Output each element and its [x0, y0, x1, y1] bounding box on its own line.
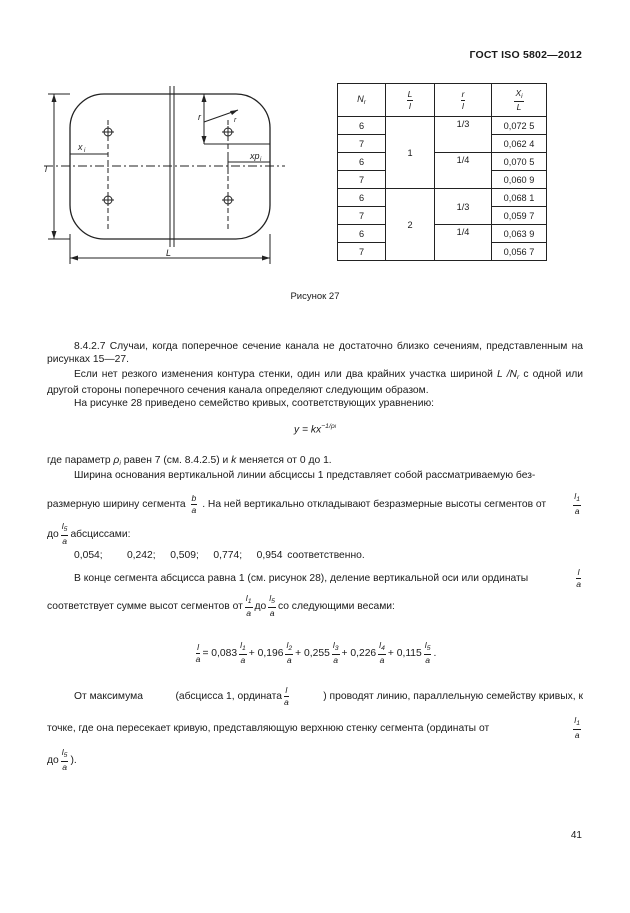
- header-r-over-l: $\frac{r}{l}$: [435, 84, 492, 117]
- abscissa-values: 0,054; 0,242; 0,509; 0,774; 0,954 соответственно.: [74, 550, 365, 561]
- paragraph-8-4-2-7: 8.4.2.7 Случаи, когда поперечное сечение канала не достаточно близко сечениям, представленным на рисунках 15—27.: [47, 341, 583, 365]
- cell-nr: 7: [338, 243, 386, 261]
- table-row: [338, 117, 547, 135]
- equation-weighted-sum: $\frac{l}{a}$ = 0,083 $l_1$ a + 0,196 $l_2$ a + 0,255 $l_3$ a + 0,226 $l_4$ a + 0,115 $l_5$ a .: [195, 640, 437, 666]
- cell-x: 0,070 5: [492, 153, 547, 171]
- cell-rl: 1/3: [435, 189, 492, 225]
- figure-caption: Рисунок 27: [290, 291, 340, 302]
- cell-x: 0,062 4: [492, 135, 547, 153]
- paragraph-range-line: до $l_5$ a абсциссами:: [47, 521, 131, 547]
- label-l: l: [45, 164, 47, 174]
- svg-text:i: i: [84, 148, 86, 154]
- table-row: [338, 189, 547, 207]
- header-L-over-l: $\frac{L}{l}$: [386, 84, 435, 117]
- equation-y: $y = kx^{-1/\rho i}$: [294, 423, 336, 436]
- header-x-over-L: $\frac{X_i}{L}$: [492, 84, 547, 117]
- cell-nr: 7: [338, 207, 386, 225]
- paragraph-width-line2: размерную ширину сегмента $\frac{b}{a}$ . На ней вертикально откладывают безразмерные высоты сегментов от $l_1$ a: [47, 491, 580, 517]
- standard-number: ГОСТ ISO 5802—2012: [469, 49, 582, 61]
- cell-lr: 1: [386, 117, 435, 189]
- cell-rl: 1/4: [435, 153, 492, 189]
- paragraph-maximum: От максимума (абсцисса 1, ордината l a ) проводят линию, параллельную семейству кривых, к: [74, 684, 583, 707]
- paragraph-wall-contour: Если нет резкого изменения контура стенки, один или два крайних участка шириной L /Nr с одной или другой стороны поперечного сечения канала определяют следующим образом.: [47, 369, 584, 396]
- cell-nr: 6: [338, 189, 386, 207]
- paragraph-figure-28: На рисунке 28 приведено семейство кривых, соответствующих уравнению:: [74, 398, 435, 409]
- paragraph-parameter: где параметр ρi равен 7 (см. 8.4.2.5) и k меняется от 0 до 1.: [47, 455, 332, 467]
- cell-rl: 1/3: [435, 117, 492, 153]
- label-r: r: [198, 112, 201, 122]
- cell-x: 0,063 9: [492, 225, 547, 243]
- header-nr: $N_r$: [338, 84, 386, 117]
- table-row: [338, 225, 547, 243]
- paragraph-ordinates-end: до $l_5$ a ).: [47, 747, 77, 773]
- cell-lr: 2: [386, 189, 435, 261]
- label-xi: x: [78, 142, 83, 152]
- table-header-row: [338, 84, 547, 117]
- paragraph-segment-end: В конце сегмента абсцисса равна 1 (см. рисунок 28), деление вертикальной оси или ординаты l a: [74, 566, 581, 589]
- cell-x: 0,072 5: [492, 117, 547, 135]
- cell-x: 0,068 1: [492, 189, 547, 207]
- svg-text:i: i: [260, 157, 262, 163]
- cell-x: 0,056 7: [492, 243, 547, 261]
- label-xpi: xp: [250, 151, 260, 161]
- paragraph-intersection: точке, где она пересекает кривую, представляющую верхнюю стенку сегмента (ординаты от $l_1$ a: [47, 715, 580, 741]
- cell-nr: 6: [338, 117, 386, 135]
- cell-rl: 1/4: [435, 225, 492, 261]
- label-L: L: [166, 248, 172, 258]
- cell-x: 0,060 9: [492, 171, 547, 189]
- paragraph-width-line1: Ширина основания вертикальной линии абсциссы 1 представляет собой рассматриваемую без-: [74, 470, 536, 481]
- cell-nr: 7: [338, 171, 386, 189]
- table-row: [338, 153, 547, 171]
- cell-nr: 6: [338, 225, 386, 243]
- paragraph-weights: соответствует сумме высот сегментов от $l_1$ a до $l_5$ a со следующими весами:: [47, 593, 395, 619]
- page-number: 41: [570, 830, 582, 841]
- cell-nr: 7: [338, 135, 386, 153]
- svg-text:r: r: [234, 117, 237, 124]
- cell-nr: 6: [338, 153, 386, 171]
- segment-table: [337, 83, 547, 261]
- figure-27-drawing: [40, 84, 285, 268]
- cell-x: 0,059 7: [492, 207, 547, 225]
